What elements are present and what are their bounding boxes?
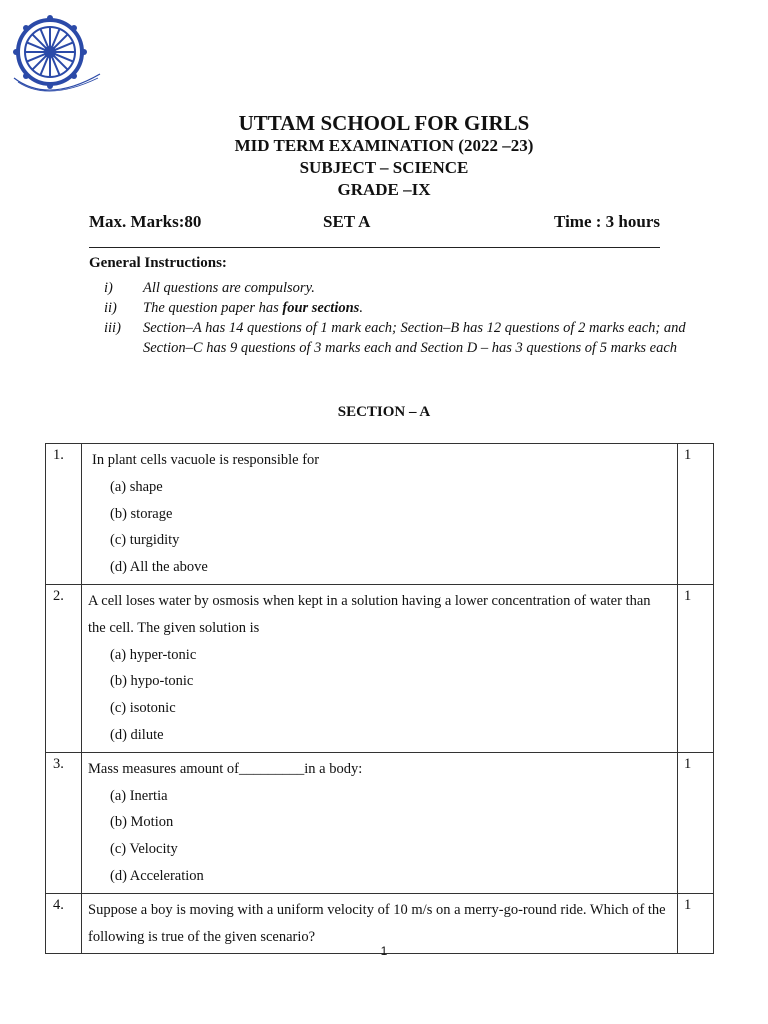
set-label: SET A	[323, 212, 371, 231]
question-row	[46, 444, 714, 585]
school-name: UTTAM SCHOOL FOR GIRLS	[238, 111, 530, 135]
question-text: In plant cells vacuole is responsible for	[92, 452, 320, 468]
question-number: 2.	[53, 587, 64, 604]
question-text: A cell loses water by osmosis when kept in a solution having a lower concentration of water than the cell. The given solution is	[88, 592, 651, 636]
option: (b) Motion	[110, 814, 174, 831]
question-marks: 1	[684, 447, 692, 463]
option: (d) dilute	[110, 726, 164, 743]
option: (a) hyper-tonic	[110, 646, 197, 663]
instruction-number: iii)	[104, 320, 121, 336]
question-number: 4.	[53, 896, 64, 913]
school-logo	[8, 12, 104, 98]
instruction-text: Section–A has 14 questions of 1 mark each; Section–B has 12 questions of 2 marks each; and Section–C has 9 questions of 3 marks each and Section D – has 3 questions of 5 marks each	[143, 320, 686, 356]
question-marks: 1	[684, 896, 692, 913]
instruction-number: ii)	[104, 300, 117, 316]
question-marks: 1	[684, 587, 692, 604]
divider-line	[89, 247, 660, 248]
option: (d) Acceleration	[110, 867, 204, 884]
instruction-item	[89, 279, 689, 299]
option: (c) Velocity	[110, 841, 178, 858]
question-text: Suppose a boy is moving with a uniform velocity of 10 m/s on a merry-go-round ride. Which of the following is true of the given scenario?	[88, 901, 666, 945]
question-number: 3.	[53, 755, 64, 772]
instruction-item	[89, 299, 689, 319]
option: (b) hypo-tonic	[110, 673, 194, 690]
time-label: Time : 3 hours	[554, 212, 660, 231]
option: (a) Inertia	[110, 787, 168, 804]
questions-table	[45, 443, 714, 954]
option: (a) shape	[110, 478, 163, 495]
instruction-text: All questions are compulsory.	[143, 280, 315, 296]
question-text: Mass measures amount of_________in a body:	[88, 760, 363, 777]
exam-title: MID TERM EXAMINATION (2022 –23)	[234, 136, 534, 155]
option: (b) storage	[110, 505, 173, 522]
wheel-emblem-icon	[8, 12, 104, 98]
page-number: 1	[380, 944, 388, 958]
instruction-number: i)	[104, 280, 113, 296]
instruction-text	[143, 299, 689, 319]
question-number: 1.	[53, 447, 64, 463]
question-marks: 1	[684, 755, 692, 772]
option: (c) isotonic	[110, 700, 176, 717]
option: (c) turgidity	[110, 532, 180, 549]
question-row	[46, 584, 714, 752]
grade-title: GRADE –IX	[337, 180, 431, 199]
instruction-item	[89, 319, 689, 358]
subject-title: SUBJECT – SCIENCE	[299, 158, 469, 177]
instruction-text-start: The question paper has	[143, 300, 283, 316]
section-title: SECTION – A	[337, 404, 431, 420]
max-marks: Max. Marks:80	[89, 212, 202, 231]
question-row	[46, 752, 714, 893]
instructions-title: General Instructions:	[89, 255, 227, 271]
option: (d) All the above	[110, 559, 208, 576]
instruction-text-end: .	[359, 300, 363, 316]
instruction-text-bold: four sections	[282, 300, 360, 316]
